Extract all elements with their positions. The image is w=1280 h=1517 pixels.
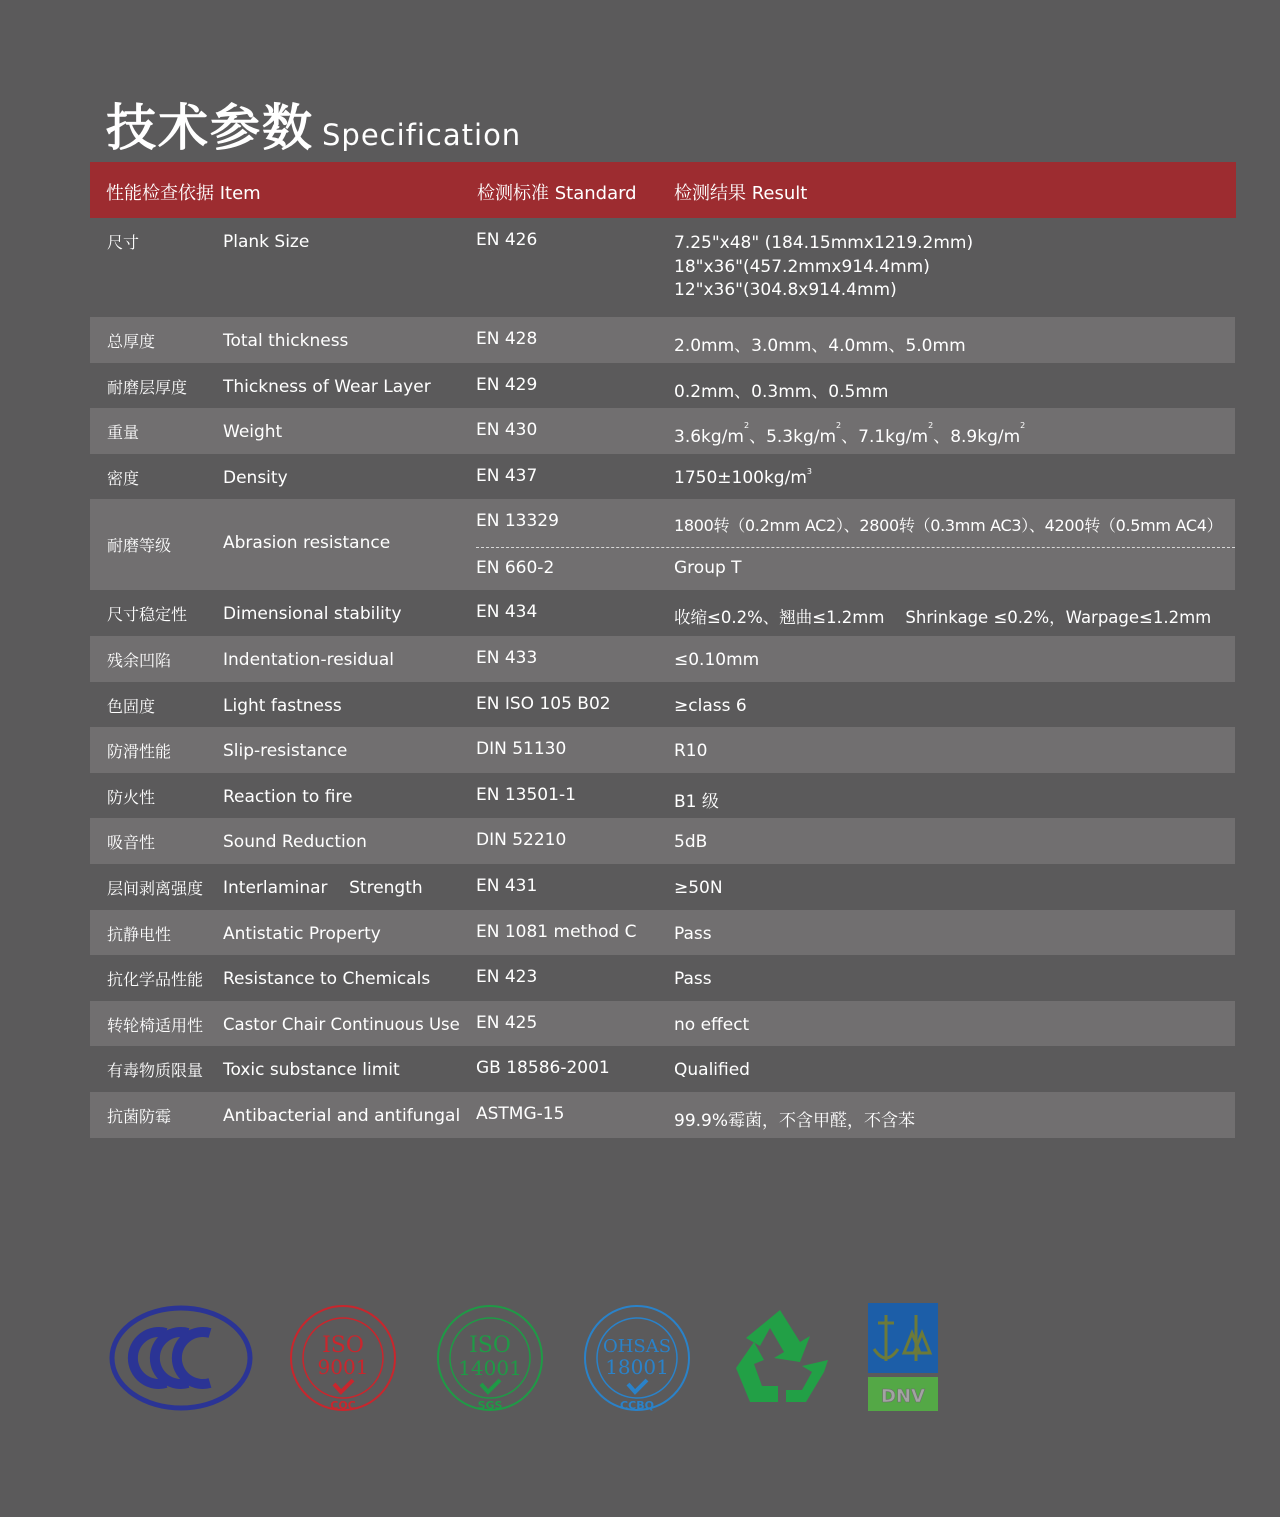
- table-row: [90, 636, 1235, 682]
- iso9001-top: ISO: [322, 1333, 364, 1358]
- row-cn: 耐磨等级: [107, 536, 172, 556]
- row-item: Dimensional stability: [223, 604, 402, 625]
- row-result: [674, 468, 812, 488]
- unit-superscript: 2: [1020, 421, 1026, 431]
- iso9001-logo-icon: [287, 1302, 399, 1414]
- iso9001-bottom: 9001: [317, 1355, 369, 1379]
- row-result: ≥50N: [674, 877, 723, 898]
- row-cn: 吸音性: [107, 833, 156, 853]
- row-result: 2.0mm、3.0mm、4.0mm、5.0mm: [674, 336, 966, 356]
- certification-logos: [0, 1298, 1280, 1418]
- separator: 、: [933, 427, 951, 448]
- row-item: Indentation-residual: [223, 649, 394, 670]
- row-item: Slip-resistance: [223, 741, 348, 762]
- title-en: Specification: [322, 118, 522, 152]
- row-standard: EN 425: [476, 1012, 538, 1033]
- row-item: Total thickness: [223, 331, 349, 351]
- table-row: [90, 682, 1235, 728]
- row-standard: EN 660-2: [476, 558, 555, 579]
- row-result: 99.9%霉菌，不含甲醛，不含苯: [674, 1110, 916, 1131]
- row-cn: 残余凹陷: [107, 650, 172, 670]
- row-result: [674, 232, 973, 303]
- table-row: [90, 317, 1235, 363]
- row-result: ≤0.10mm: [674, 649, 760, 670]
- dnv-logo-icon: [868, 1303, 938, 1413]
- row-cn: 转轮椅适用性: [107, 1015, 204, 1035]
- row-item: Plank Size: [223, 232, 310, 252]
- row-standard: EN 13329: [476, 511, 559, 532]
- row-standard: EN 423: [476, 967, 538, 988]
- row-result: Pass: [674, 969, 712, 990]
- row-cn: 密度: [107, 468, 140, 488]
- iso14001-top: ISO: [469, 1333, 511, 1358]
- table-row: [90, 1092, 1235, 1138]
- row-item: Antibacterial and antifungal: [223, 1105, 461, 1126]
- row-standard: EN ISO 105 B02: [476, 693, 611, 714]
- table-row: [90, 499, 1235, 590]
- dashed-divider: [476, 547, 1235, 548]
- density-value: 1750±100kg/m: [674, 467, 807, 488]
- unit-superscript: 3: [806, 466, 812, 476]
- dnv-text: DNV: [881, 1386, 925, 1407]
- title-cn: 技术参数: [106, 99, 314, 157]
- row-standard: EN 1081 method C: [476, 921, 637, 942]
- row-result: Pass: [674, 923, 712, 944]
- row-standard: EN 437: [476, 465, 538, 486]
- row-cn: 防滑性能: [107, 742, 172, 762]
- row-item: Toxic substance limit: [223, 1060, 400, 1081]
- row-result: 0.2mm、0.3mm、0.5mm: [674, 381, 889, 402]
- unit-superscript: 2: [836, 421, 842, 431]
- row-item: Abrasion resistance: [223, 533, 391, 554]
- row-result: 1800转（0.2mm AC2）、2800转（0.3mm AC3）、4200转（0.5mm AC4）: [674, 516, 1223, 536]
- row-item: Reaction to fire: [223, 786, 353, 807]
- page-title: [106, 88, 521, 160]
- iso14001-logo-icon: [434, 1302, 546, 1414]
- row-cn: 抗化学品性能: [107, 970, 204, 990]
- row-standard: EN 428: [476, 329, 538, 349]
- table-row: [90, 773, 1235, 819]
- row-cn: 总厚度: [107, 332, 156, 351]
- row-cn: 抗静电性: [107, 924, 172, 944]
- row-item: Density: [223, 467, 288, 488]
- ohsas18001-logo-icon: [581, 1302, 693, 1414]
- row-item: Sound Reduction: [223, 832, 367, 853]
- row-item: Antistatic Property: [223, 923, 381, 944]
- ohsas-org: CCBQ: [620, 1399, 654, 1412]
- header-standard: 检测标准 Standard: [477, 183, 637, 204]
- table-row: [90, 864, 1235, 910]
- table-row: [90, 454, 1235, 500]
- row-result: Group T: [674, 558, 742, 579]
- row-cn: 尺寸稳定性: [107, 605, 188, 625]
- weight-value: 3.6kg/m: [674, 427, 744, 448]
- row-cn: 重量: [107, 423, 140, 443]
- row-standard: DIN 52210: [476, 830, 567, 851]
- row-item: Resistance to Chemicals: [223, 969, 431, 990]
- header-result: 检测结果 Result: [674, 183, 808, 204]
- size-line: 7.25"x48" (184.15mmx1219.2mm): [674, 233, 974, 253]
- header-item: 性能检查依据 Item: [106, 183, 261, 204]
- row-result: Qualified: [674, 1060, 750, 1081]
- row-standard: EN 426: [476, 230, 538, 250]
- row-item: Light fastness: [223, 695, 342, 716]
- row-cn: 色固度: [107, 696, 156, 716]
- row-result: R10: [674, 741, 708, 762]
- separator: 、: [749, 427, 767, 448]
- table-row: [90, 955, 1235, 1001]
- spec-table: [90, 218, 1235, 1138]
- ccc-logo-icon: [108, 1303, 254, 1413]
- row-cn: 尺寸: [107, 233, 140, 252]
- table-row: [90, 727, 1235, 773]
- row-standard: EN 430: [476, 420, 538, 441]
- row-result: B1 级: [674, 791, 719, 812]
- row-standard: ASTMG-15: [476, 1103, 565, 1124]
- iso9001-org: CQC: [330, 1399, 356, 1412]
- recycle-icon: [728, 1306, 832, 1406]
- weight-value: 8.9kg/m: [950, 427, 1021, 448]
- table-row: [90, 218, 1235, 317]
- row-standard: DIN 51130: [476, 739, 567, 760]
- ohsas-top: OHSAS: [602, 1336, 672, 1357]
- row-result: [674, 422, 1025, 447]
- weight-value: 5.3kg/m: [766, 427, 837, 448]
- size-line: 18"x36"(457.2mmx914.4mm): [674, 256, 930, 277]
- row-standard: GB 18586-2001: [476, 1058, 610, 1079]
- row-cn: 层间剥离强度: [107, 878, 204, 898]
- table-row: [90, 818, 1235, 864]
- row-cn: 耐磨层厚度: [107, 377, 188, 397]
- row-standard: EN 429: [476, 374, 538, 395]
- row-cn: 抗菌防霉: [107, 1106, 172, 1126]
- weight-value: 7.1kg/m: [858, 427, 929, 448]
- table-row: [90, 590, 1235, 636]
- table-row: [90, 1001, 1235, 1047]
- row-standard: EN 13501-1: [476, 784, 576, 805]
- table-row: [90, 910, 1235, 956]
- ohsas-bottom: 18001: [605, 1355, 669, 1379]
- row-result: 5dB: [674, 832, 708, 853]
- unit-superscript: 2: [928, 421, 934, 431]
- row-item: Weight: [223, 422, 283, 443]
- row-result: no effect: [674, 1014, 750, 1035]
- row-cn: 有毒物质限量: [107, 1061, 204, 1081]
- row-result: 收缩≤0.2%、翘曲≤1.2mm Shrinkage ≤0.2%，Warpage≤1.2mm: [674, 608, 1212, 628]
- unit-superscript: 2: [743, 421, 750, 431]
- row-item: Thickness of Wear Layer: [223, 376, 431, 397]
- separator: 、: [841, 427, 859, 448]
- row-standard: EN 433: [476, 647, 538, 668]
- table-row: [90, 363, 1235, 409]
- table-row: [90, 408, 1235, 454]
- row-standard: EN 431: [476, 875, 538, 896]
- table-row: [90, 1046, 1235, 1092]
- row-standard: EN 434: [476, 602, 538, 623]
- iso14001-bottom: 14001: [458, 1356, 522, 1380]
- table-header: [90, 162, 1236, 218]
- row-result: ≥class 6: [674, 695, 747, 716]
- size-line: 12"x36"(304.8x914.4mm): [674, 280, 897, 300]
- row-item: Interlaminar Strength: [223, 877, 423, 898]
- iso14001-org: SGS: [477, 1399, 503, 1412]
- row-item: Castor Chair Continuous Use: [223, 1014, 460, 1034]
- row-cn: 防火性: [107, 787, 156, 807]
